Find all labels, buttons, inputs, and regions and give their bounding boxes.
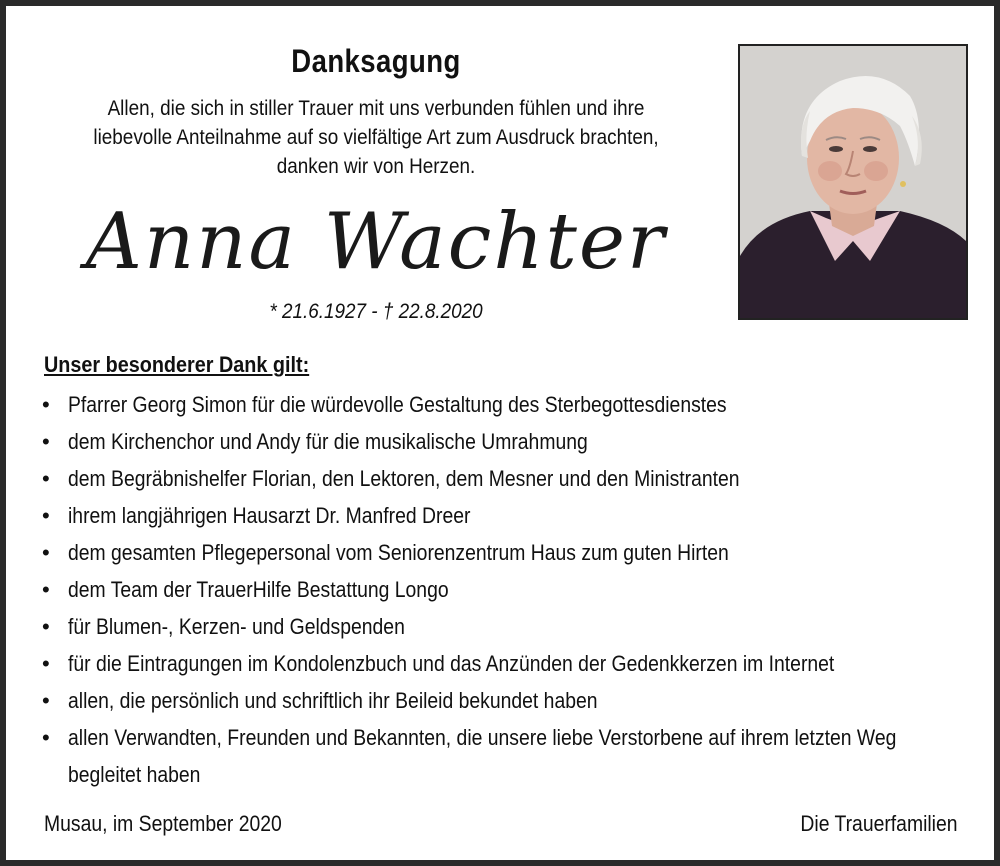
page-title: Danksagung xyxy=(291,43,461,79)
list-item: • dem gesamten Pflegepersonal vom Seniorenzentrum Haus zum guten Hirten xyxy=(42,534,982,571)
list-item: • dem Begräbnishelfer Florian, den Lektoren, dem Mesner und den Ministranten xyxy=(42,460,982,497)
intro-line: Allen, die sich in stiller Trauer mit uns verbunden fühlen und ihre xyxy=(107,97,645,120)
list-item: • für die Eintragungen im Kondolenzbuch und das Anzünden der Gedenkkerzen im Internet xyxy=(42,645,982,682)
bullet-icon: • xyxy=(42,429,50,454)
list-item: • für Blumen-, Kerzen- und Geldspenden xyxy=(42,608,982,645)
list-item: • ihrem langjährigen Hausarzt Dr. Manfred Dreer xyxy=(42,497,982,534)
intro-text xyxy=(70,94,682,181)
portrait-photo-icon xyxy=(740,46,966,318)
life-dates: * 21.6.1927 - † 22.8.2020 xyxy=(269,300,483,323)
list-item: • dem Team der TrauerHilfe Bestattung Longo xyxy=(42,571,982,608)
bullet-icon: • xyxy=(42,688,50,713)
bullet-icon: • xyxy=(42,577,50,602)
list-item: • allen, die persönlich und schriftlich ihr Beileid bekundet haben xyxy=(42,682,982,719)
bullet-icon: • xyxy=(42,540,50,565)
bullet-icon: • xyxy=(42,392,50,417)
header xyxy=(36,42,716,181)
bullet-icon: • xyxy=(42,466,50,491)
portrait-photo xyxy=(738,44,968,320)
bullet-icon: • xyxy=(42,614,50,639)
bullet-icon: • xyxy=(42,651,50,676)
signature: Die Trauerfamilien xyxy=(800,811,958,836)
thanks-heading: Unser besonderer Dank gilt: xyxy=(44,352,310,377)
place-date: Musau, im September 2020 xyxy=(44,811,282,836)
bullet-icon: • xyxy=(42,725,50,750)
list-item-line: allen Verwandten, Freunden und Bekannten, die unsere liebe Verstorbene auf ihrem letzten Weg xyxy=(68,725,897,750)
list-item xyxy=(42,719,982,793)
deceased-name: Anna Wachter xyxy=(85,197,667,287)
bullet-icon: • xyxy=(42,503,50,528)
list-item: • dem Kirchenchor und Andy für die musikalische Umrahmung xyxy=(42,423,982,460)
thanks-list xyxy=(42,386,982,793)
intro-line: danken wir von Herzen. xyxy=(276,155,476,178)
list-item: • Pfarrer Georg Simon für die würdevolle Gestaltung des Sterbegottesdienstes xyxy=(42,386,982,423)
intro-line: liebevolle Anteilnahme auf so vielfältige Art zum Ausdruck brachten, xyxy=(93,126,659,149)
list-item-line: begleitet haben xyxy=(68,762,201,787)
